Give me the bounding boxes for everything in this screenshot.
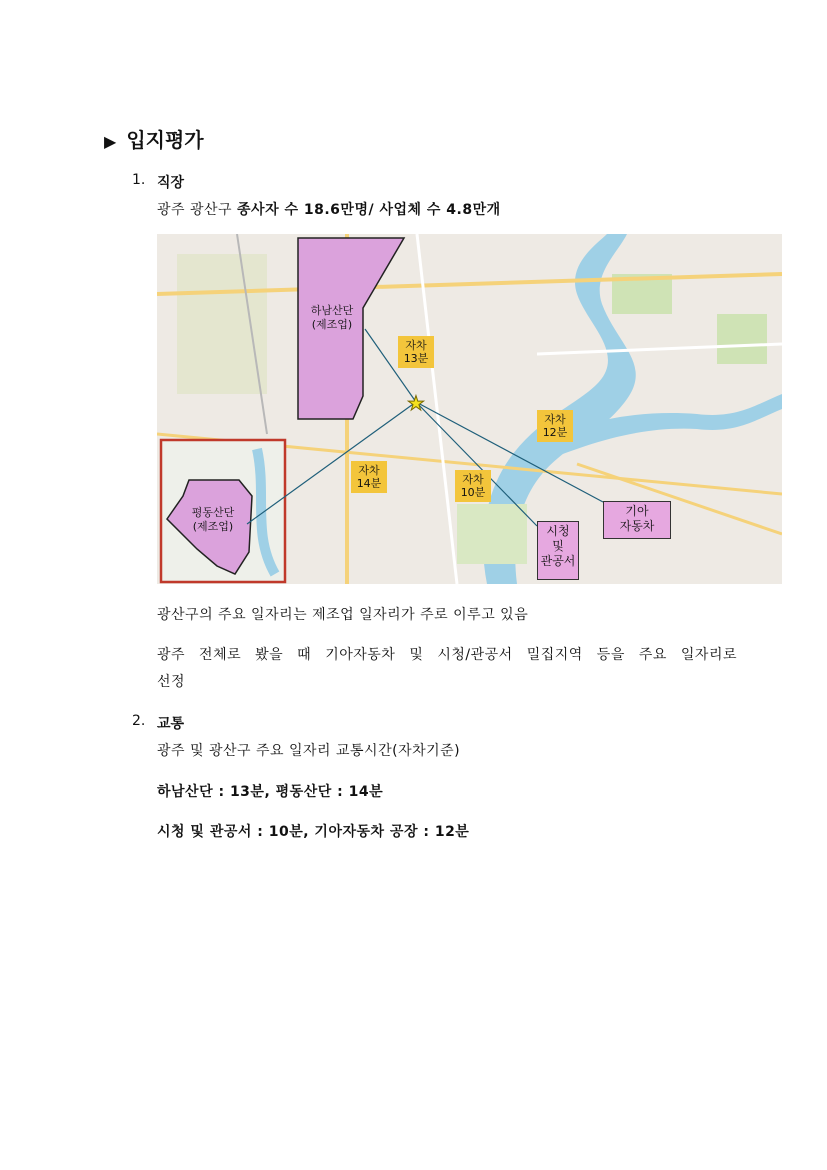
hanam-type: (제조업) (311, 318, 353, 331)
pyeongdong-name: 평동산단 (191, 506, 235, 519)
workforce-stats: 종사자 수 18.6만명/ 사업체 수 4.8만개 (237, 202, 501, 218)
tag-label: 자차 (462, 473, 484, 486)
item-title-1: 직장 (157, 175, 185, 191)
drive-time-tag-10 (455, 470, 491, 502)
section-heading (104, 124, 204, 153)
tag-label: 자차 (405, 339, 427, 352)
note-paragraph-2-line-2: 선정 (157, 674, 186, 690)
tag-label: 자차 (358, 464, 380, 477)
cityhall-label-2: 및 (552, 539, 564, 553)
item-number-2: 2. (132, 713, 146, 729)
drive-time-tag-13 (398, 336, 434, 368)
kia-motors-box (603, 501, 671, 539)
tag-label: 자차 (544, 413, 566, 426)
park-area (457, 504, 527, 564)
pyeongdong-type: (제조업) (192, 520, 234, 533)
map-graphic (157, 234, 782, 584)
tag-time: 13분 (403, 352, 429, 365)
section-title: 입지평가 (126, 128, 204, 152)
star-icon: ★ (407, 391, 425, 415)
cityhall-label-3: 관공서 (540, 554, 576, 568)
location-map (157, 234, 782, 584)
note-paragraph-1: 광산구의 주요 일자리는 제조업 일자리가 주로 이루고 있음 (157, 607, 529, 623)
workforce-prefix: 광주 광산구 (157, 202, 238, 218)
triangle-bullet-icon: ▶ (104, 132, 117, 151)
tag-time: 12분 (542, 426, 568, 439)
hanam-label (307, 304, 357, 332)
item-number-1: 1. (132, 172, 146, 188)
commute-intro: 광주 및 광산구 주요 일자리 교통시간(자차기준) (157, 743, 461, 759)
kia-label: 기아 (625, 504, 649, 518)
kia-label-2: 자동차 (619, 519, 655, 533)
tag-time: 14분 (356, 477, 382, 490)
commute-industrial: 하남산단 : 13분, 평동산단 : 14분 (157, 784, 384, 800)
tag-time: 10분 (460, 486, 486, 499)
drive-time-tag-14 (351, 461, 387, 493)
farmland (177, 254, 267, 394)
cityhall-label: 시청 (546, 524, 570, 538)
cityhall-box (537, 521, 579, 580)
item-title-2: 교통 (157, 716, 185, 732)
pyeongdong-label (185, 506, 241, 534)
park-area (717, 314, 767, 364)
drive-time-tag-12 (537, 410, 573, 442)
commute-cityhall-kia: 시청 및 관공서 : 10분, 기아자동차 공장 : 12분 (157, 824, 470, 840)
workforce-line (157, 199, 501, 219)
note-paragraph-2-line-1: 광주 전체로 봤을 때 기아자동차 및 시청/관공서 밀집지역 등을 주요 일자리로 (157, 647, 737, 663)
hanam-name: 하남산단 (310, 304, 354, 317)
